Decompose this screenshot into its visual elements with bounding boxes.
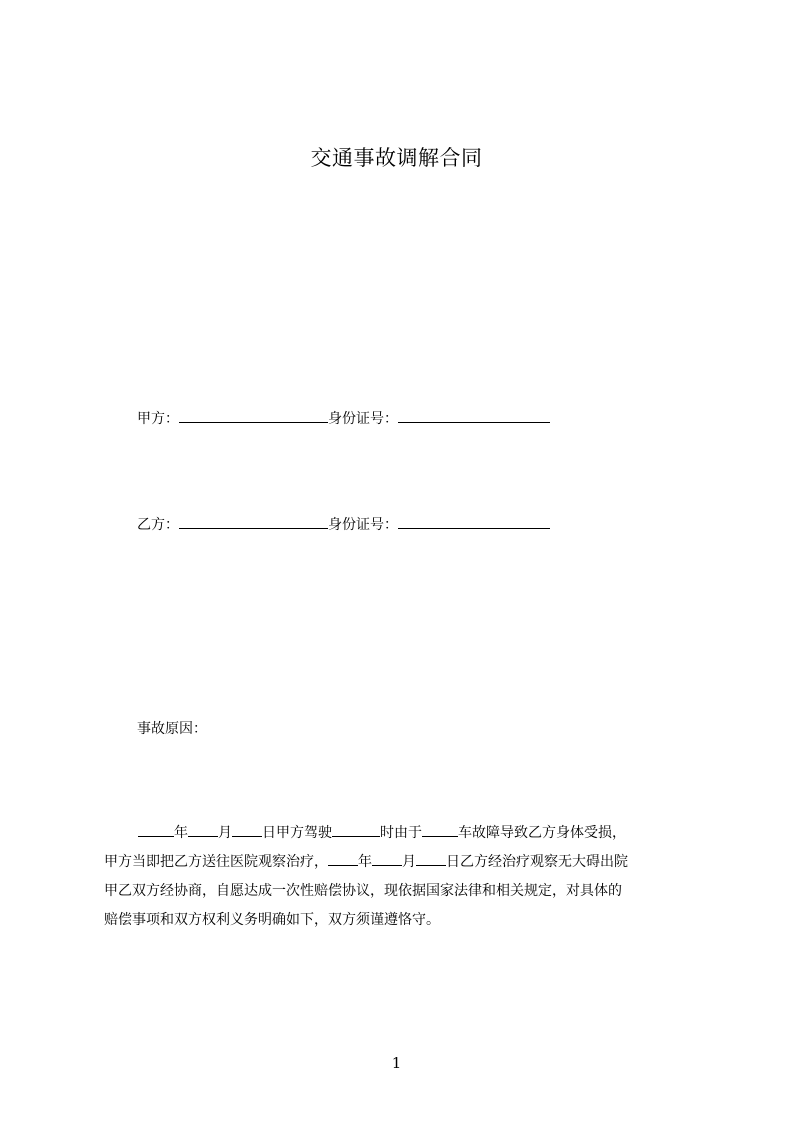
page-number: 1 bbox=[391, 1054, 402, 1072]
line2-end-text: 日乙方经治疗观察无大碍出院 bbox=[446, 854, 628, 870]
party-b-label: 乙方： bbox=[137, 517, 179, 533]
party-b-name-blank[interactable] bbox=[179, 514, 328, 529]
party-a-id-label: 身份证号： bbox=[328, 411, 398, 427]
party-b-id-blank[interactable] bbox=[398, 514, 550, 529]
paragraph-line-1 bbox=[104, 819, 704, 848]
party-a-name-blank[interactable] bbox=[179, 408, 328, 423]
party-a-label: 甲方： bbox=[137, 411, 179, 427]
time-due-text: 时由于 bbox=[380, 825, 422, 841]
paragraph-line-2 bbox=[104, 848, 704, 877]
year-blank-1[interactable] bbox=[138, 822, 174, 837]
day-blank-1[interactable] bbox=[232, 822, 262, 837]
party-b-id-label: 身份证号： bbox=[328, 517, 398, 533]
paragraph-line-4: 赔偿事项和双方权利义务明确如下，双方须谨遵恪守。 bbox=[104, 912, 440, 928]
vehicle-fault-text: 车故障导致乙方身体受损， bbox=[458, 825, 626, 841]
day-blank-2[interactable] bbox=[416, 851, 446, 866]
month-blank-2[interactable] bbox=[372, 851, 402, 866]
accident-cause-label: 事故原因： bbox=[137, 721, 207, 737]
month-text-1: 月 bbox=[218, 825, 232, 841]
line2-start-text: 甲方当即把乙方送往医院观察治疗， bbox=[104, 854, 328, 870]
fault-blank[interactable] bbox=[422, 822, 458, 837]
party-b-line bbox=[137, 514, 550, 534]
agreement-paragraph bbox=[104, 819, 704, 935]
month-text-2: 月 bbox=[402, 854, 416, 870]
month-blank-1[interactable] bbox=[188, 822, 218, 837]
party-a-line bbox=[137, 408, 550, 428]
year-text-1: 年 bbox=[174, 825, 188, 841]
document-title: 交通事故调解合同 bbox=[310, 146, 483, 170]
vehicle-blank[interactable] bbox=[332, 822, 380, 837]
year-text-2: 年 bbox=[358, 854, 372, 870]
party-a-id-blank[interactable] bbox=[398, 408, 550, 423]
paragraph-line-3: 甲乙双方经协商，自愿达成一次性赔偿协议，现依据国家法律和相关规定，对具体的 bbox=[104, 883, 622, 899]
year-blank-2[interactable] bbox=[328, 851, 358, 866]
day-drives-text: 日甲方驾驶 bbox=[262, 825, 332, 841]
